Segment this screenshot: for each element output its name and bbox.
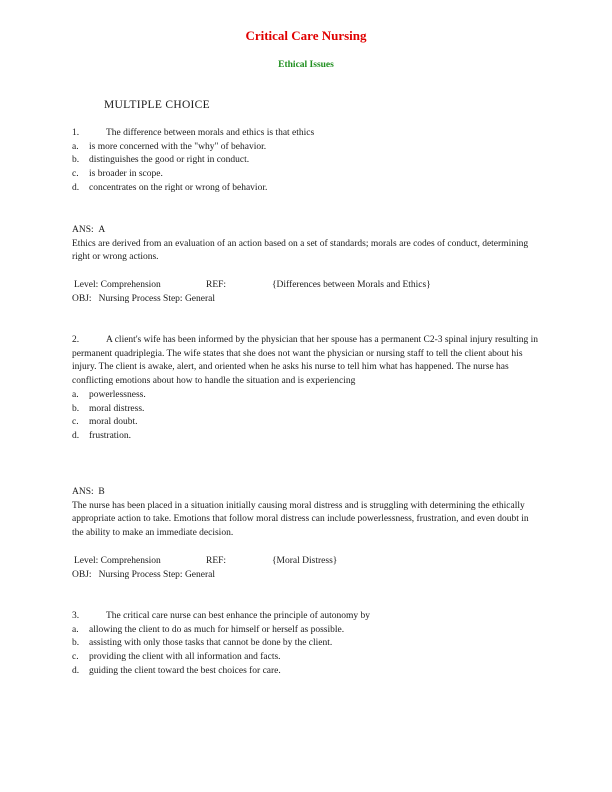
section-heading: MULTIPLE CHOICE (104, 99, 210, 111)
answer-rationale: The nurse has been placed in a situation initially causing moral distress and is struggling with determining the ethically appropriate action to take. Emotions that follow moral distress can include powerlessness, frustration, and even doubt in the ability to make an immediate decision. (72, 500, 529, 539)
answer-block-2 (72, 486, 542, 541)
ref-text: {Moral Distress} (272, 556, 338, 566)
question-stem (72, 334, 542, 389)
option-d: d. guiding the client toward the best choices for care. (72, 665, 281, 676)
answer-line: ANS: A (72, 225, 106, 235)
question-number: 1. (72, 128, 80, 138)
option-c: c. moral doubt. (72, 417, 138, 428)
option-c: c. is broader in scope. (72, 169, 163, 180)
objective-line: OBJ: Nursing Process Step: General (72, 569, 216, 580)
question-text: A client's wife has been informed by the physician that her spouse has a permanent C2-3 spinal injury resulting in permanent quadriplegia. The wife states that she does not want the physician or nursing staff to tell the client about his injury. The client is awake, alert, and oriented when he asks his nurse to tell him what has happened. The nurse has conflicting emotions about how to handle the situation and is experiencing (72, 335, 539, 387)
question-stem (72, 127, 542, 141)
ref-label: REF: (206, 280, 227, 290)
objective-line: OBJ: Nursing Process Step: General (72, 293, 216, 304)
question-1 (72, 127, 542, 196)
level-text: Level: Comprehension (74, 280, 161, 290)
option-b: b. assisting with only those tasks that cannot be done by the client. (72, 638, 333, 649)
option-d: d. frustration. (72, 430, 131, 441)
reference-block-2 (72, 555, 542, 582)
document-subtitle: Ethical Issues (278, 60, 334, 70)
option-a: a. is more concerned with the "why" of behavior. (72, 141, 267, 152)
question-2 (72, 334, 542, 444)
question-text: The critical care nurse can best enhance the principle of autonomy by (106, 611, 371, 621)
answer-block-1 (72, 224, 542, 265)
answer-line: ANS: B (72, 487, 105, 497)
option-a: a. allowing the client to do as much for himself or herself as possible. (72, 624, 345, 635)
option-c: c. providing the client with all information and facts. (72, 652, 281, 663)
document-title: Critical Care Nursing (245, 28, 367, 43)
ref-text: {Differences between Morals and Ethics} (272, 280, 431, 290)
option-b: b. moral distress. (72, 403, 145, 414)
question-number: 2. (72, 335, 80, 345)
question-text: The difference between morals and ethics is that ethics (106, 128, 315, 138)
question-stem (72, 610, 542, 624)
reference-block-1 (72, 279, 542, 306)
level-text: Level: Comprehension (74, 556, 161, 566)
ref-label: REF: (206, 556, 227, 566)
reference-line (72, 555, 542, 569)
answer-rationale: Ethics are derived from an evaluation of an action based on a set of standards; morals are codes of conduct, determining right or wrong actions. (72, 238, 529, 263)
answer-value: B (98, 487, 105, 497)
question-number: 3. (72, 611, 80, 621)
question-3 (72, 610, 542, 679)
answer-value: A (98, 225, 106, 235)
reference-line (72, 279, 542, 293)
option-d: d. concentrates on the right or wrong of behavior. (72, 182, 268, 193)
option-a: a. powerlessness. (72, 389, 146, 400)
option-b: b. distinguishes the good or right in conduct. (72, 155, 250, 166)
